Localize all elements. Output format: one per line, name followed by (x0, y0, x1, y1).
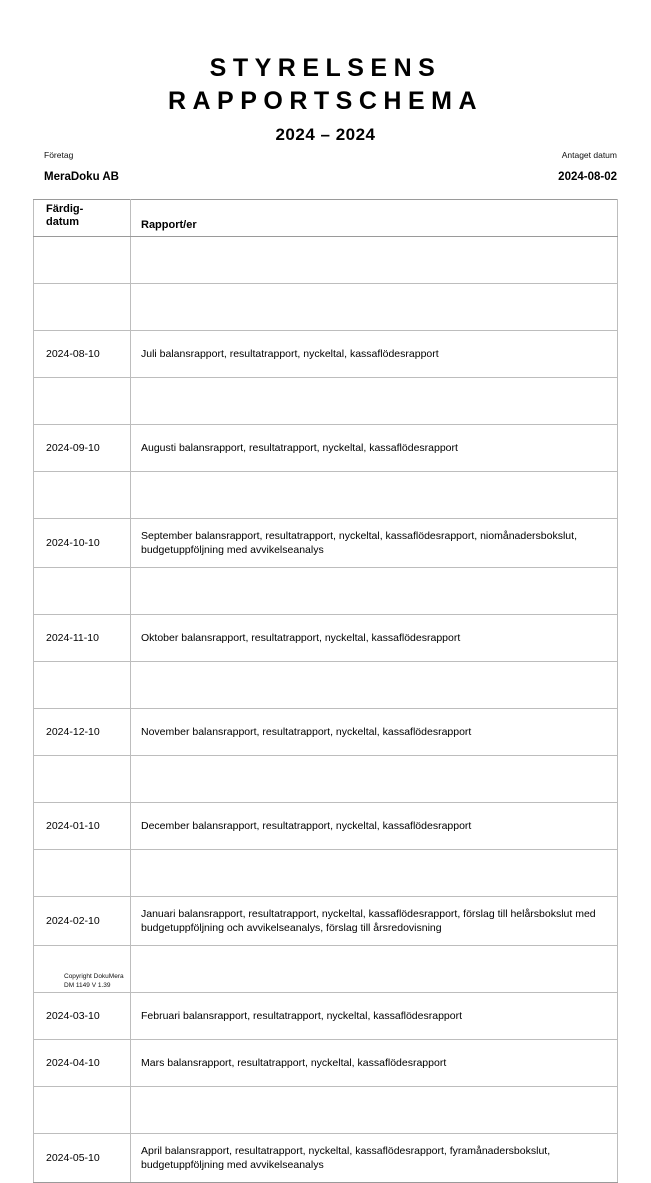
document-title-block (0, 0, 651, 145)
adopted-date-label: Antaget datum (561, 150, 617, 160)
company-value: MeraDoku AB (44, 171, 119, 183)
cell-due-date (34, 237, 131, 284)
cell-due-date: 2024-03-10 (34, 993, 131, 1040)
table-row (34, 237, 618, 284)
cell-due-date: 2024-02-10 (34, 897, 131, 946)
cell-due-date: 2024-10-10 (34, 519, 131, 568)
document-subtitle-period: 2024 – 2024 (275, 125, 376, 144)
cell-due-date: 2024-04-10 (34, 1040, 131, 1087)
cell-due-date: 2024-05-10 (34, 1134, 131, 1183)
table-row (34, 568, 618, 615)
cell-due-date: 2024-01-10 (34, 803, 131, 850)
document-footer (64, 972, 124, 990)
adopted-date-value: 2024-08-02 (558, 171, 617, 183)
cell-reports (131, 472, 618, 519)
cell-reports (131, 756, 618, 803)
table-row (34, 1087, 618, 1134)
table-row (34, 756, 618, 803)
cell-reports: Oktober balansrapport, resultatrapport, nyckeltal, kassaflödesrapport (131, 615, 618, 662)
column-header-due-date-line-2: datum (46, 215, 79, 228)
report-schedule-table (33, 199, 618, 1183)
table-head (34, 200, 618, 237)
cell-due-date (34, 756, 131, 803)
company-field (44, 150, 119, 184)
table-header-row (34, 200, 618, 237)
adopted-date-field (558, 150, 617, 184)
table-row (34, 1040, 618, 1087)
cell-due-date (34, 850, 131, 897)
cell-due-date (34, 472, 131, 519)
footer-copyright: Copyright DokuMera (64, 973, 124, 980)
cell-reports: Augusti balansrapport, resultatrapport, nyckeltal, kassaflödesrapport (131, 425, 618, 472)
document-title-line-2: RAPPORTSCHEMA (167, 87, 484, 115)
cell-reports: Januari balansrapport, resultatrapport, nyckeltal, kassaflödesrapport, förslag till helårsbokslut med budgetuppföljning och avvikelseanalys, förslag till årsredovisning (131, 897, 618, 946)
table-row (34, 662, 618, 709)
document-meta-row (44, 150, 617, 188)
cell-due-date: 2024-09-10 (34, 425, 131, 472)
table-row (34, 519, 618, 568)
cell-reports: September balansrapport, resultatrapport, nyckeltal, kassaflödesrapport, niomånadersbokslut, budgetuppföljning med avvikelseanalys (131, 519, 618, 568)
cell-reports (131, 378, 618, 425)
cell-reports (131, 568, 618, 615)
cell-reports (131, 284, 618, 331)
cell-reports: April balansrapport, resultatrapport, nyckeltal, kassaflödesrapport, fyramånadersbokslut, budgetuppföljning med avvikelseanalys (131, 1134, 618, 1183)
table-row (34, 425, 618, 472)
cell-reports (131, 850, 618, 897)
cell-reports (131, 946, 618, 993)
cell-due-date: 2024-11-10 (34, 615, 131, 662)
cell-reports: December balansrapport, resultatrapport, nyckeltal, kassaflödesrapport (131, 803, 618, 850)
cell-reports (131, 662, 618, 709)
table-row (34, 803, 618, 850)
table-row (34, 378, 618, 425)
cell-due-date (34, 284, 131, 331)
cell-reports: Juli balansrapport, resultatrapport, nyckeltal, kassaflödesrapport (131, 331, 618, 378)
table-row (34, 897, 618, 946)
cell-reports (131, 1087, 618, 1134)
cell-due-date: 2024-08-10 (34, 331, 131, 378)
cell-due-date (34, 1087, 131, 1134)
table-row (34, 284, 618, 331)
cell-reports: November balansrapport, resultatrapport, nyckeltal, kassaflödesrapport (131, 709, 618, 756)
cell-due-date: 2024-12-10 (34, 709, 131, 756)
table-row (34, 615, 618, 662)
column-header-reports: Rapport/er (131, 200, 618, 237)
table-row (34, 331, 618, 378)
cell-reports (131, 237, 618, 284)
footer-version: DM 1149 V 1.39 (64, 982, 111, 989)
table-row (34, 709, 618, 756)
column-header-due-date (34, 200, 131, 237)
column-header-due-date-line-1: Färdig- (46, 203, 84, 215)
cell-due-date (34, 568, 131, 615)
cell-due-date (34, 662, 131, 709)
cell-due-date (34, 378, 131, 425)
table-body (34, 237, 618, 1183)
cell-reports: Mars balansrapport, resultatrapport, nyckeltal, kassaflödesrapport (131, 1040, 618, 1087)
table-row (34, 472, 618, 519)
company-label: Företag (44, 150, 74, 160)
table-row (34, 850, 618, 897)
table-row (34, 1134, 618, 1183)
cell-reports: Februari balansrapport, resultatrapport, nyckeltal, kassaflödesrapport (131, 993, 618, 1040)
document-title-line-1: STYRELSENS (209, 54, 442, 82)
